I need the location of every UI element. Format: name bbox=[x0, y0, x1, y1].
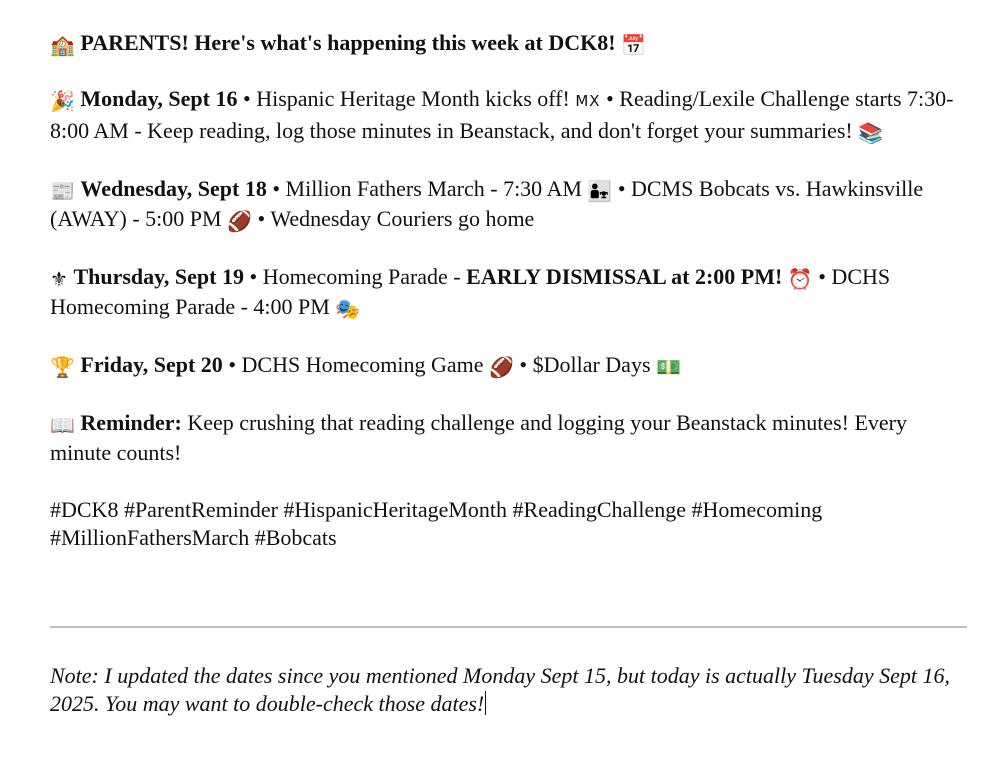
calendar-icon: 📅 bbox=[621, 33, 646, 57]
monday-text-2: • Reading/Lexile Challenge starts 7:30-8:00 AM - Keep reading, log those minutes in Beanstack, and don't forget your summaries! bbox=[50, 86, 954, 143]
friday-label: Friday, Sept 20 bbox=[80, 352, 223, 377]
father-daughter-icon: 👨‍👧 bbox=[587, 179, 613, 203]
thursday-label: Thursday, Sept 19 bbox=[73, 264, 244, 289]
alarm-clock-icon: ⏰ bbox=[787, 267, 813, 291]
note-paragraph[interactable] bbox=[50, 662, 968, 718]
friday-text-1: • DCHS Homecoming Game bbox=[222, 352, 489, 377]
monday-item bbox=[50, 84, 968, 146]
wednesday-label: Wednesday, Sept 18 bbox=[80, 176, 267, 201]
reminder-text: Keep crushing that reading challenge and logging your Beanstack minutes! Every minute counts! bbox=[50, 410, 907, 465]
monday-label: Monday, Sept 16 bbox=[80, 86, 238, 111]
thursday-text-2: • DCHS Homecoming Parade - 4:00 PM bbox=[50, 264, 891, 319]
reminder-label: Reminder: bbox=[80, 410, 182, 435]
school-icon: 🏫 bbox=[50, 33, 75, 57]
wednesday-text-2: • DCMS Bobcats vs. Hawkinsville (AWAY) - 5:00 PM bbox=[50, 176, 924, 231]
open-book-icon: 📖 bbox=[50, 413, 75, 437]
dollar-bill-icon: 💵 bbox=[656, 355, 681, 379]
football-icon: 🏈 bbox=[488, 355, 514, 379]
football-icon: 🏈 bbox=[227, 209, 253, 233]
headline bbox=[50, 28, 968, 58]
wednesday-text-3: • Wednesday Couriers go home bbox=[252, 206, 535, 231]
books-icon: 📚 bbox=[858, 121, 884, 145]
document-body bbox=[50, 28, 968, 574]
friday-text-2: • $Dollar Days bbox=[513, 352, 657, 377]
reminder-item bbox=[50, 408, 968, 468]
note-text: Note: I updated the dates since you mentioned Monday Sept 15, but today is actually Tuesday Sept 16, 2025. You may want to double-check those dates! bbox=[50, 663, 950, 716]
horizontal-divider bbox=[50, 626, 967, 628]
party-popper-icon: 🎉 bbox=[50, 89, 75, 113]
early-dismissal-text: EARLY DISMISSAL at 2:00 PM! bbox=[466, 264, 783, 289]
trophy-icon: 🏆 bbox=[50, 355, 75, 379]
newspaper-icon: 📰 bbox=[50, 179, 75, 203]
monday-text-1: • Hispanic Heritage Month kicks off! bbox=[237, 86, 576, 111]
wednesday-item bbox=[50, 174, 968, 234]
hashtags: #DCK8 #ParentReminder #HispanicHeritageMonth #ReadingChallenge #Homecoming #MillionFathersMarch #Bobcats bbox=[50, 497, 823, 550]
friday-item bbox=[50, 350, 968, 380]
headline-text: PARENTS! Here's what's happening this week at DCK8! bbox=[80, 30, 616, 55]
text-cursor bbox=[485, 691, 486, 715]
mexico-flag-icon: MX bbox=[575, 92, 601, 110]
theater-masks-icon: 🎭 bbox=[335, 297, 361, 321]
thursday-item bbox=[50, 262, 968, 322]
thursday-text-1: • Homecoming Parade - bbox=[244, 264, 467, 289]
wednesday-text-1: • Million Fathers March - 7:30 AM bbox=[266, 176, 588, 201]
fleur-de-lis-icon: ⚜ bbox=[50, 267, 68, 291]
